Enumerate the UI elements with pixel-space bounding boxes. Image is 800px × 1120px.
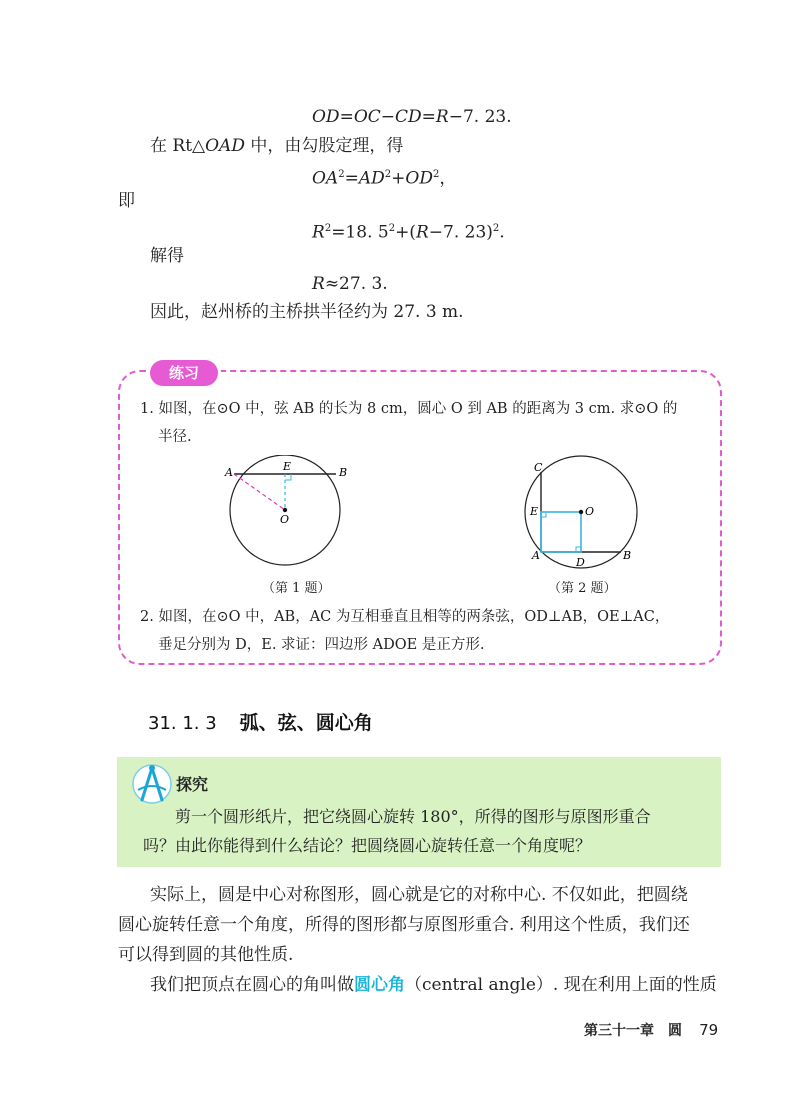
figure-1-radius-oa	[234, 474, 285, 510]
section-number: 31. 1. 3	[148, 713, 217, 734]
section-title: 弧、弦、圆心角	[239, 712, 373, 734]
paragraph-2: 我们把顶点在圆心的角叫做圆心角（central angle）. 现在利用上面的性质	[150, 975, 717, 995]
conclusion-text: 因此，赵州桥的主桥拱半径约为 27. 3 m.	[150, 302, 464, 322]
section-heading	[148, 708, 373, 735]
word-ji: 即	[118, 191, 135, 211]
explore-compass-icon	[130, 762, 174, 806]
figure-1	[222, 455, 362, 590]
figure-2-label-a: A	[532, 549, 540, 562]
figure-2-label-e: E	[530, 505, 539, 518]
figure-2-caption: （第 2 题）	[548, 581, 617, 596]
figure-2-label-d: D	[576, 556, 585, 569]
question-2-line-1: 2. 如图，在⊙O 中，AB，AC 为互相垂直且相等的两条弦，OD⊥AB，OE⊥AC，	[140, 609, 670, 625]
explore-line-1: 剪一个圆形纸片，把它绕圆心旋转 180°，所得的图形与原图形重合	[175, 807, 651, 826]
figure-2-center-dot	[579, 510, 583, 514]
footer-chapter: 第三十一章 圆	[584, 1023, 682, 1039]
question-1-line-1: 1. 如图，在⊙O 中，弦 AB 的长为 8 cm，圆心 O 到 AB 的距离为 3 cm. 求⊙O 的	[140, 401, 678, 417]
paragraph-1-line-2: 圆心旋转任意一个角度，所得的图形都与原图形重合. 利用这个性质，我们还	[118, 915, 690, 935]
figure-2-square-adoe	[541, 512, 581, 552]
question-1-line-2: 半径.	[158, 429, 192, 445]
figure-1-label-a: A	[225, 466, 233, 479]
explore-line-2: 吗？由此你能得到什么结论？把圆绕圆心旋转任意一个角度呢？	[143, 836, 592, 855]
explore-title: 探究	[176, 775, 209, 794]
paragraph-1-line-1: 实际上，圆是中心对称图形，圆心就是它的对称中心. 不仅如此，把圆绕	[150, 885, 688, 905]
figure-2-label-c: C	[534, 461, 543, 474]
figure-2	[522, 455, 652, 575]
figure-1-label-b: B	[339, 466, 348, 479]
question-2-line-2: 垂足分别为 D，E. 求证：四边形 ADOE 是正方形.	[158, 637, 485, 653]
word-jiede: 解得	[150, 246, 184, 266]
page-footer	[584, 1020, 718, 1040]
figure-1-center-dot	[283, 508, 287, 512]
figure-2-label-o: O	[585, 505, 595, 518]
pythagoras-intro: 在 Rt△OAD 中，由勾股定理，得	[150, 136, 404, 156]
figure-2-label-b: B	[623, 549, 632, 562]
paragraph-1-line-3: 可以得到圆的其他性质.	[118, 945, 294, 965]
figure-1-caption: （第 1 题）	[262, 581, 331, 596]
figure-1-right-angle	[285, 474, 291, 480]
page-number: 79	[699, 1021, 719, 1039]
practice-tag: 练习	[150, 360, 218, 386]
equation-result: R≈27. 3.	[312, 274, 388, 294]
figure-1-label-e: E	[283, 460, 292, 473]
equation-od: OD=OC−CD=R−7. 23.	[312, 107, 512, 127]
equation-pythagoras: $OA^2=AD^2+OD^2$，	[312, 168, 457, 189]
term-central-angle: 圆心角	[354, 975, 405, 995]
equation-r: $R^2=18$. $5^2+(R-7$. 23)$^2$.	[312, 222, 505, 243]
figure-1-label-o: O	[280, 513, 290, 526]
